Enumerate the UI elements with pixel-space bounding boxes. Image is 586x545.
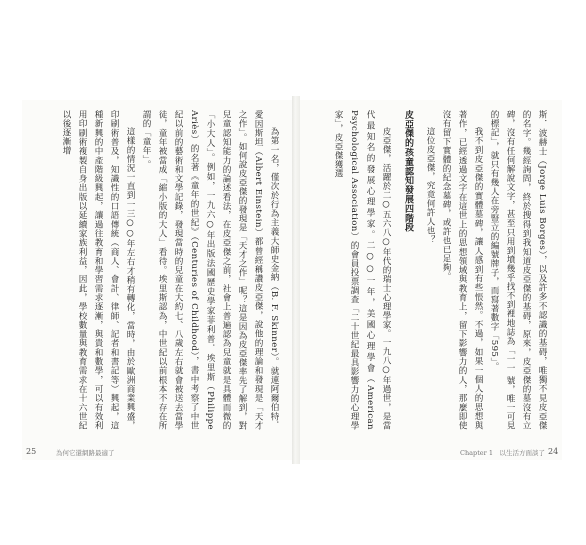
- right-page-number: 24: [548, 447, 559, 456]
- left-paragraph-2: 這樣的情況一直到一三○○年左右才稍有轉化，當時，由於歐洲商業興盛，印刷術普及，知識性的口語傳統（商人、會計、律師、記者和書記等）興起，這種新興的中產階級興起，讓過往教育和學習需求逐漸，與貴和數學，可以有效利用印刷術複製自身出版以延續家族利益，因此，學校數量與教育需求在十六世紀以後逐漸增: [61, 110, 135, 430]
- left-page: [22, 100, 292, 460]
- left-paragraph-1: 為第一名，僅次於行為主義大師史金納（B. F. Skinner）。就連阿爾伯特．愛因斯坦（Albert Einstein）都曾經稱讚皮亞傑，說他的理論和發現是「天才之作」。如何說皮亞傑的發現是「天才之作」呢？這是因為皮亞傑率先了解到，對兒童認知能力的論述看法，在皮亞傑之前，社會上普遍認為兒童就是具體而微的「小大人」。例如，一九六○年出版法國歷史學家菲利普．埃里斯（Philippe Ariès）的名著《童年的世紀》（Centuries of Childhood），書中考察了中世紀以前的藝術和文學記錄，發現當時的兒童在大約七、八歲左右就會被送去當學徒，童年被當成「縮小版的大人」看待。埃里斯認為，中世紀以前根本不存在所謂的「童年」。: [141, 110, 279, 430]
- left-running-head: 為何它還網路最適了: [56, 449, 115, 457]
- section-title: 皮亞傑的孩童認知發展四階段: [403, 110, 413, 233]
- right-page: [300, 100, 562, 460]
- book-gutter: [292, 96, 300, 464]
- right-running-head: Chapter 1 以生活方面談了: [460, 449, 545, 457]
- left-page-number: 25: [26, 447, 37, 456]
- right-page-text: [314, 110, 550, 430]
- right-paragraph-1: 斯．波赫士（Jorge Luis Borges），以及許多不認識的基碍，唯獨不見皮亞傑的名字。幾經詢問，終於搜得到我知道皮亞傑的基碍，原來，皮亞傑的墓沒有立碑，沒有任何解說文字，甚至只用到墳幾乎找不到裡地誌為「一一 號，唯一可見的標記」，就只有幾人在旁豎立的編號牌子，而寫著數字「595」。: [489, 110, 547, 430]
- right-paragraph-3: 這位皮亞傑，究竟何許人也？: [425, 127, 435, 245]
- section-paragraph: 皮亞傑，活躍於二○五六八○年代的瑞士心理學家。一九八○年過世，是當代最知名的發展心理學家。二○○一年，美國心理學會（American Psychological Association）的會員投票調查「二十世紀最具影響力的心理學家」，皮亞傑獲選: [333, 110, 391, 430]
- right-paragraph-2: 我不到皮亞傑的實體墓碑，讓人感到有些悵然。不過，如果一個人的思想與著作，已經透過文字在這世上的思想領域與教育上，留下影響力的人，那麼即使沒有留下實體的紀念墓碑，或許也已足夠。: [441, 110, 483, 430]
- left-page-text: [37, 110, 282, 430]
